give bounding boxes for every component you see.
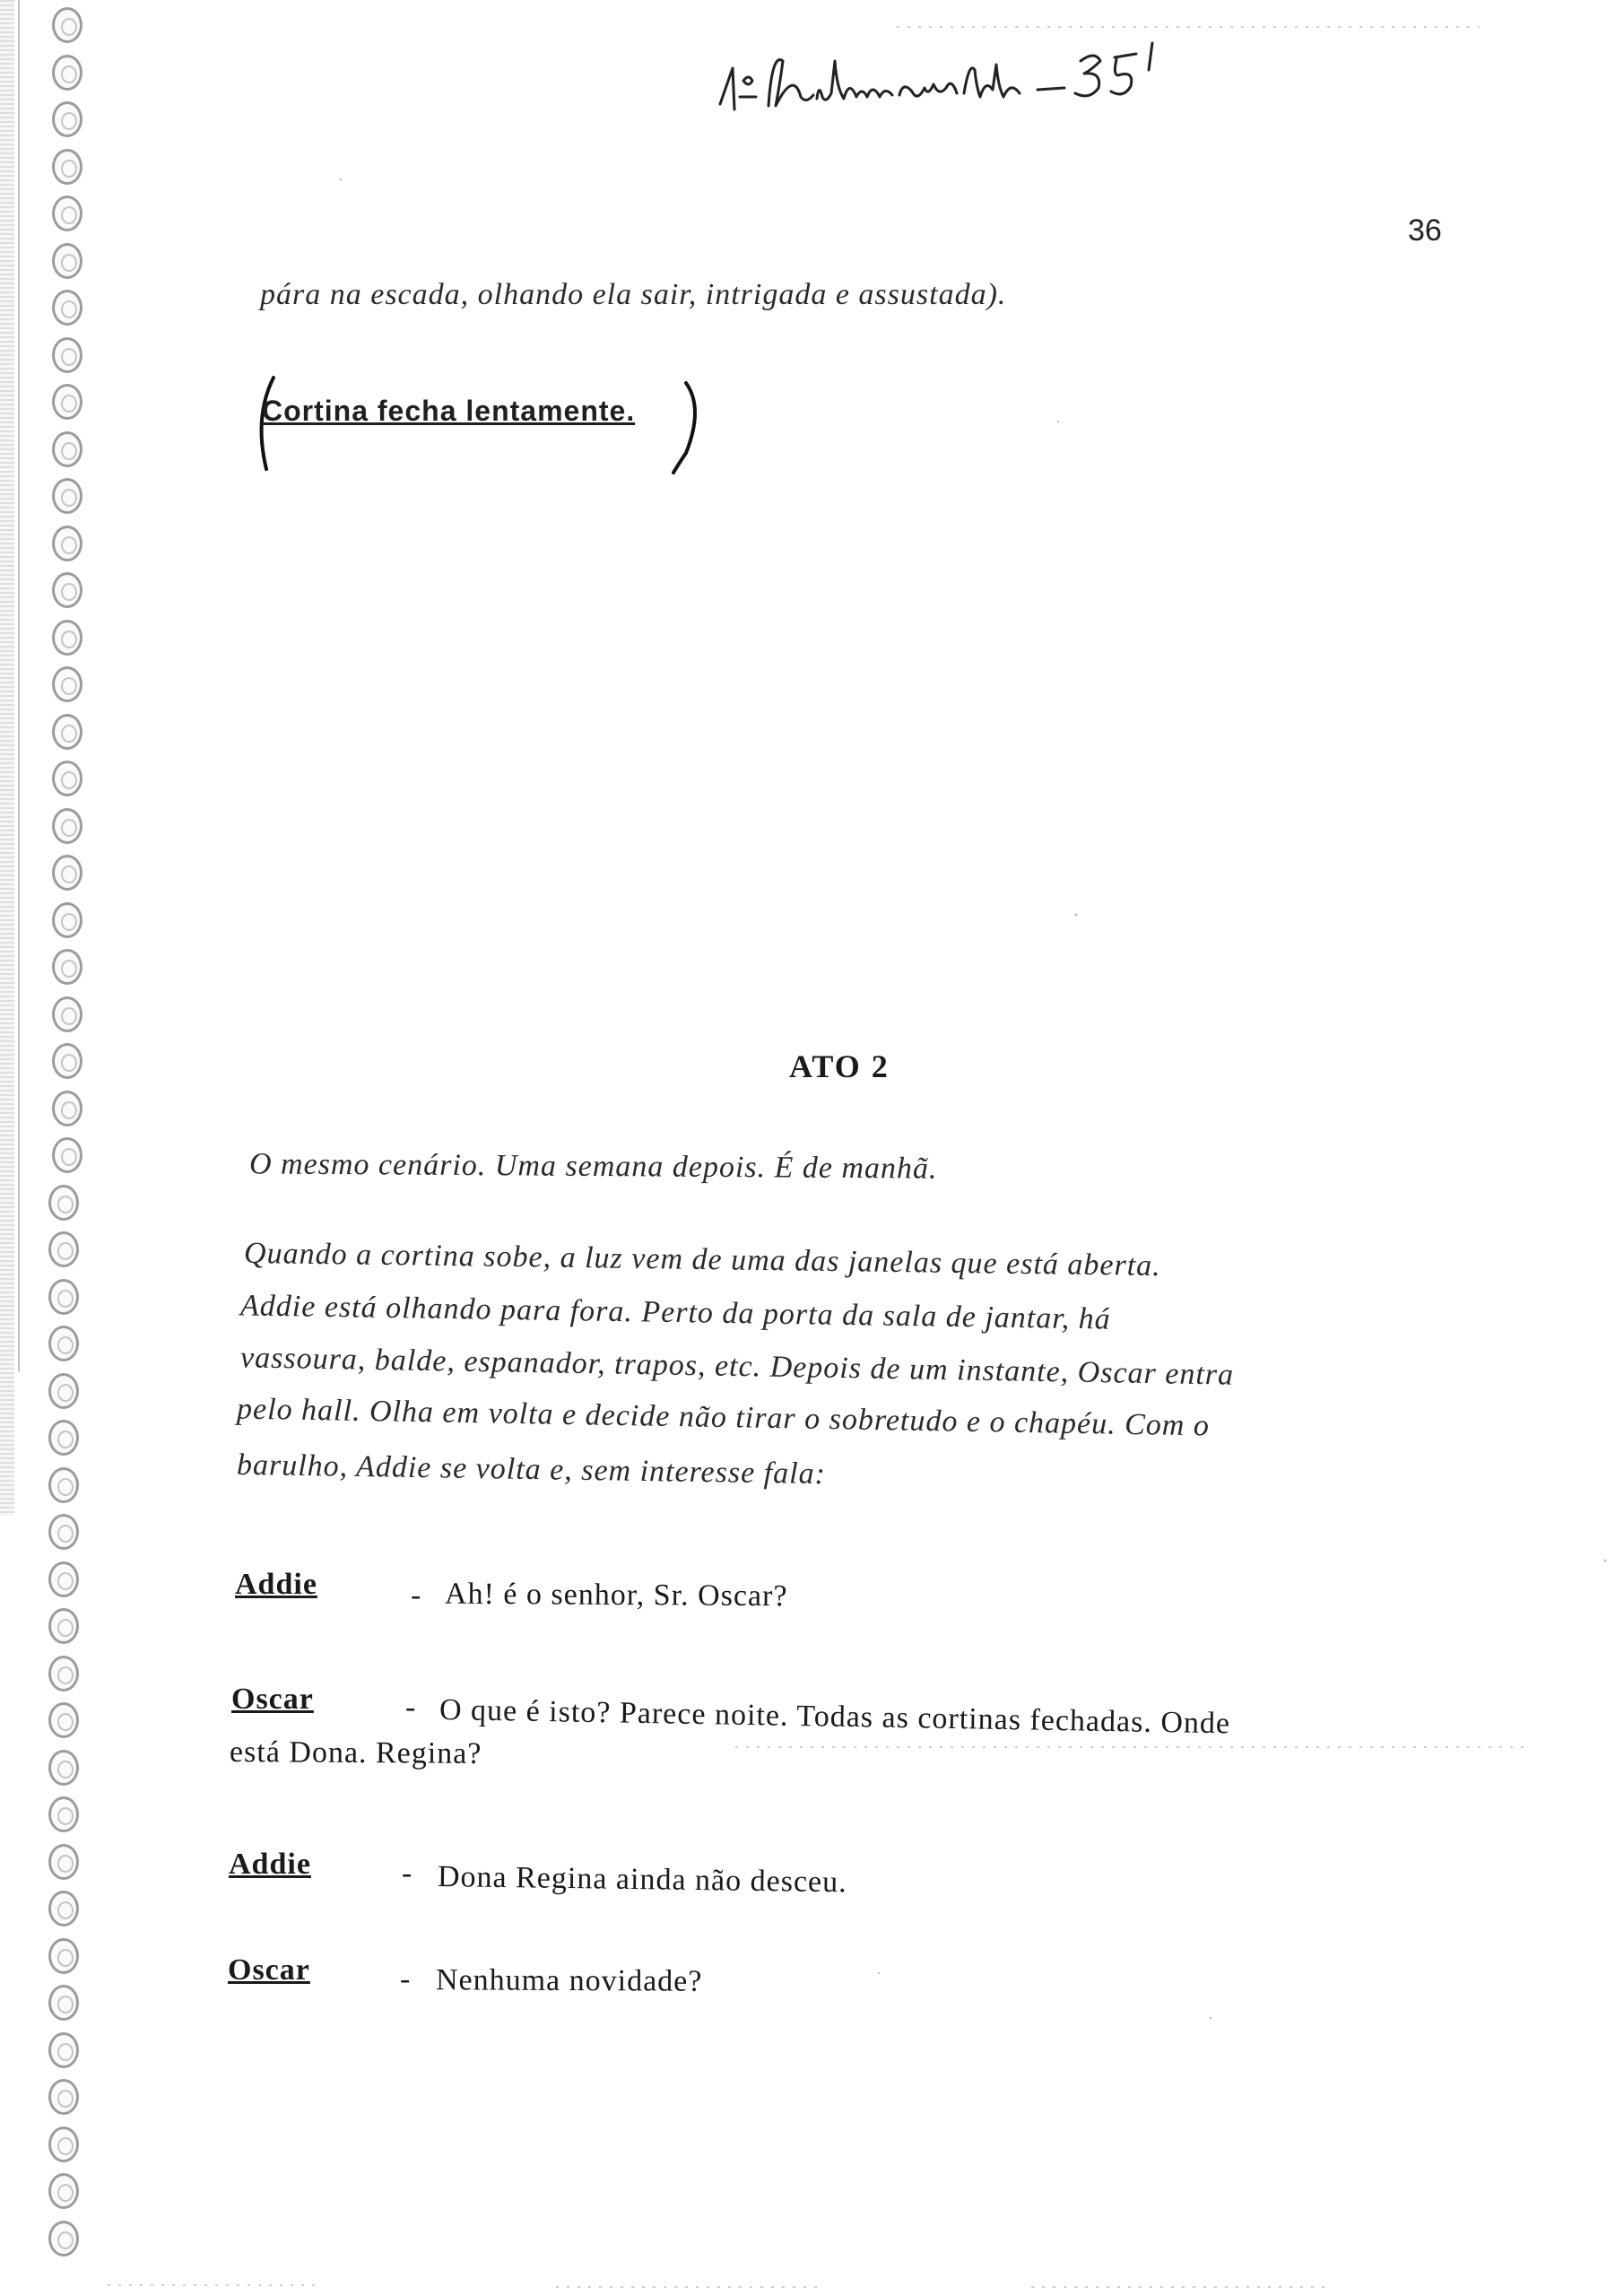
dialogue-line: Dona Regina ainda não desceu.	[437, 1860, 847, 1900]
dialogue-line: O que é isto? Parece noite. Todas as cortinas fechadas. Onde	[439, 1693, 1231, 1741]
speaker-name: Addie	[229, 1848, 311, 1881]
dialogue-dash: -	[405, 1691, 416, 1724]
act-title: ATO 2	[789, 1048, 890, 1084]
dialogue-line: Nenhuma novidade?	[435, 1963, 703, 1998]
speaker-name: Oscar	[231, 1683, 314, 1716]
stage-line-5: barulho, Addie se volta e, sem interesse fala:	[236, 1448, 827, 1492]
speaker-name: Oscar	[228, 1953, 310, 1987]
dialogue-dash: -	[400, 1962, 411, 1996]
curtain-direction: Cortina fecha lentamente.	[262, 395, 636, 427]
dialogue-dash: -	[411, 1578, 421, 1612]
dialogue-line: Ah! é o senhor, Sr. Oscar?	[444, 1577, 788, 1613]
dialogue-line: está Dona. Regina?	[229, 1735, 482, 1770]
dialogue-dash: -	[402, 1857, 413, 1890]
stage-direction-previous: pára na escada, olhando ela sair, intrigada e assustada).	[260, 278, 1007, 311]
speaker-name: Addie	[235, 1568, 317, 1601]
stage-line-4: pelo hall. Olha em volta e decide não tirar o sobretudo e o chapéu. Com o	[236, 1392, 1211, 1443]
stage-line-1: Quando a cortina sobe, a luz vem de uma das janelas que está aberta.	[243, 1236, 1161, 1283]
scene-setting: O mesmo cenário. Uma semana depois. É de manhã.	[248, 1147, 938, 1186]
stage-line-3: vassoura, balde, espanador, trapos, etc. Depois de um instante, Oscar entra	[239, 1341, 1235, 1392]
page-number: 36	[1408, 213, 1442, 248]
stage-line-2: Addie está olhando para fora. Perto da porta da sala de jantar, há	[239, 1289, 1112, 1336]
